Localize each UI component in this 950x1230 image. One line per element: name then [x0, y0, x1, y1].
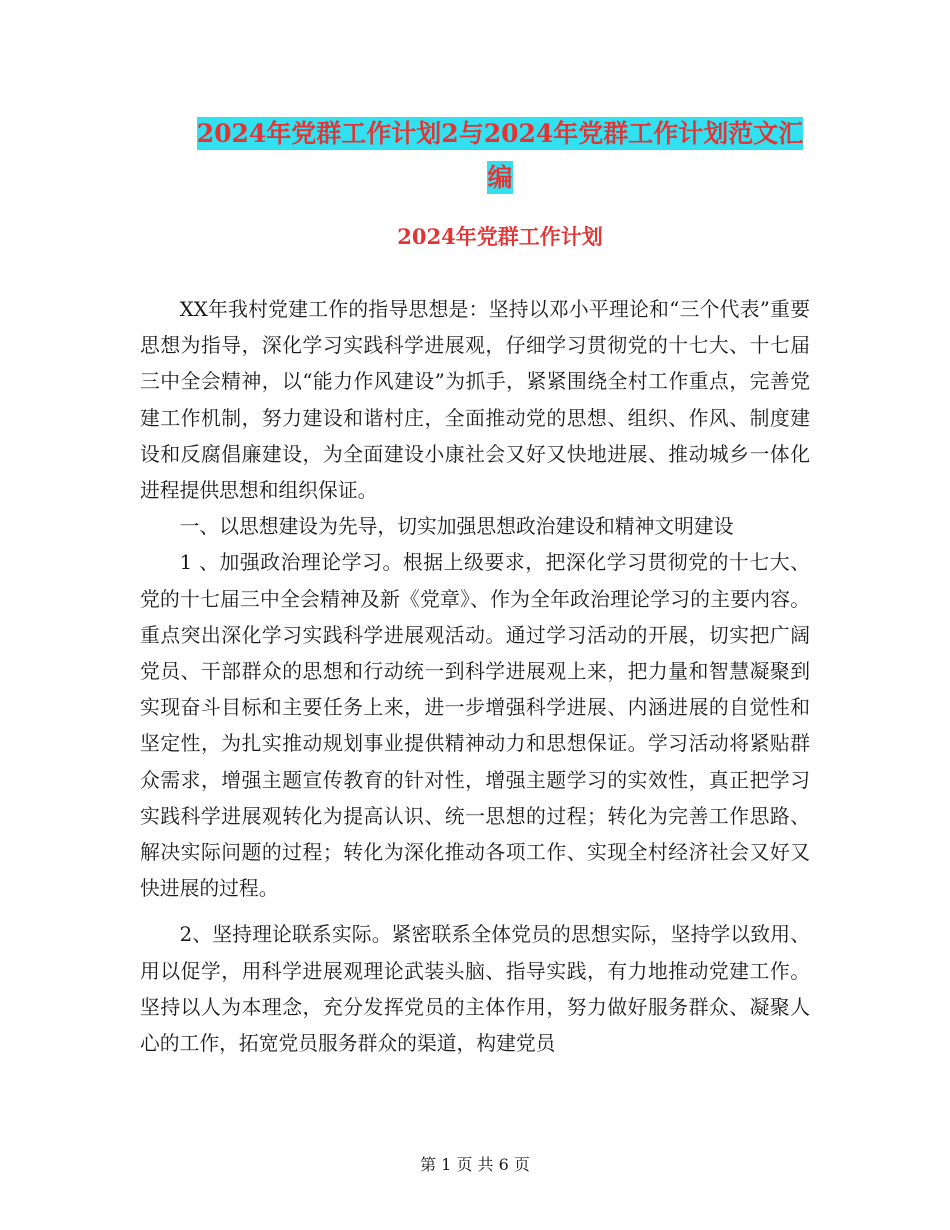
- title-line-1: 2024年党群工作计划2与2024年党群工作计划范文汇: [196, 119, 804, 148]
- paragraph-intro: XX年我村党建工作的指导思想是：坚持以邓小平理论和“三个代表”重要思想为指导，深化学习实践科学进展观，仔细学习贯彻党的十七大、十七届三中全会精神，以“能力作风建设”为抓手，紧紧围绕全村工作重点，完善党建工作机制，努力建设和谐村庄，全面推动党的思想、组织、作风、制度建设和反腐倡廉建设，为全面建设小康社会又好又快地进展、推动城乡一体化进程提供思想和组织保证。: [140, 298, 810, 503]
- paragraph-item-1: 1 、加强政治理论学习。根据上级要求，把深化学习贯彻党的十七大、党的十七届三中全会精神及新《党章》、作为全年政治理论学习的主要内容。重点突出深化学习实践科学进展观活动。通过学习活动的开展，切实把广阔党员、干部群众的思想和行动统一到科学进展观上来，把力量和智慧凝聚到实现奋斗目标和主要任务上来，进一步增强科学进展、内涵进展的自觉性和坚定性，为扎实推动规划事业提供精神动力和思想保证。学习活动将紧贴群众需求，增强主题宣传教育的针对性，增强主题学习的实效性，真正把学习实践科学进展观转化为提高认识、统一思想的过程；转化为完善工作思路、解决实际问题的过程；转化为深化推动各项工作、实现全村经济社会又好又快进展的过程。: [140, 551, 810, 901]
- document-body: [140, 292, 810, 1062]
- section-title: 2024年党群工作计划: [397, 224, 603, 249]
- paragraph-item-2: 2、坚持理论联系实际。紧密联系全体党员的思想实际，坚持学以致用、用以促学，用科学进展观理论武装头脑、指导实践，有力地推动党建工作。坚持以人为本理念，充分发挥党员的主体作用，努力做好服务群众、凝聚人心的工作，拓宽党员服务群众的渠道，构建党员: [140, 923, 810, 1056]
- page-footer: 第 1 页 共 6 页: [420, 1155, 530, 1174]
- paragraph-heading-1: 一、以思想建设为先导，切实加强思想政治建设和精神文明建设: [179, 515, 734, 539]
- title-line-2: 编: [487, 163, 513, 192]
- document-title: [140, 112, 860, 200]
